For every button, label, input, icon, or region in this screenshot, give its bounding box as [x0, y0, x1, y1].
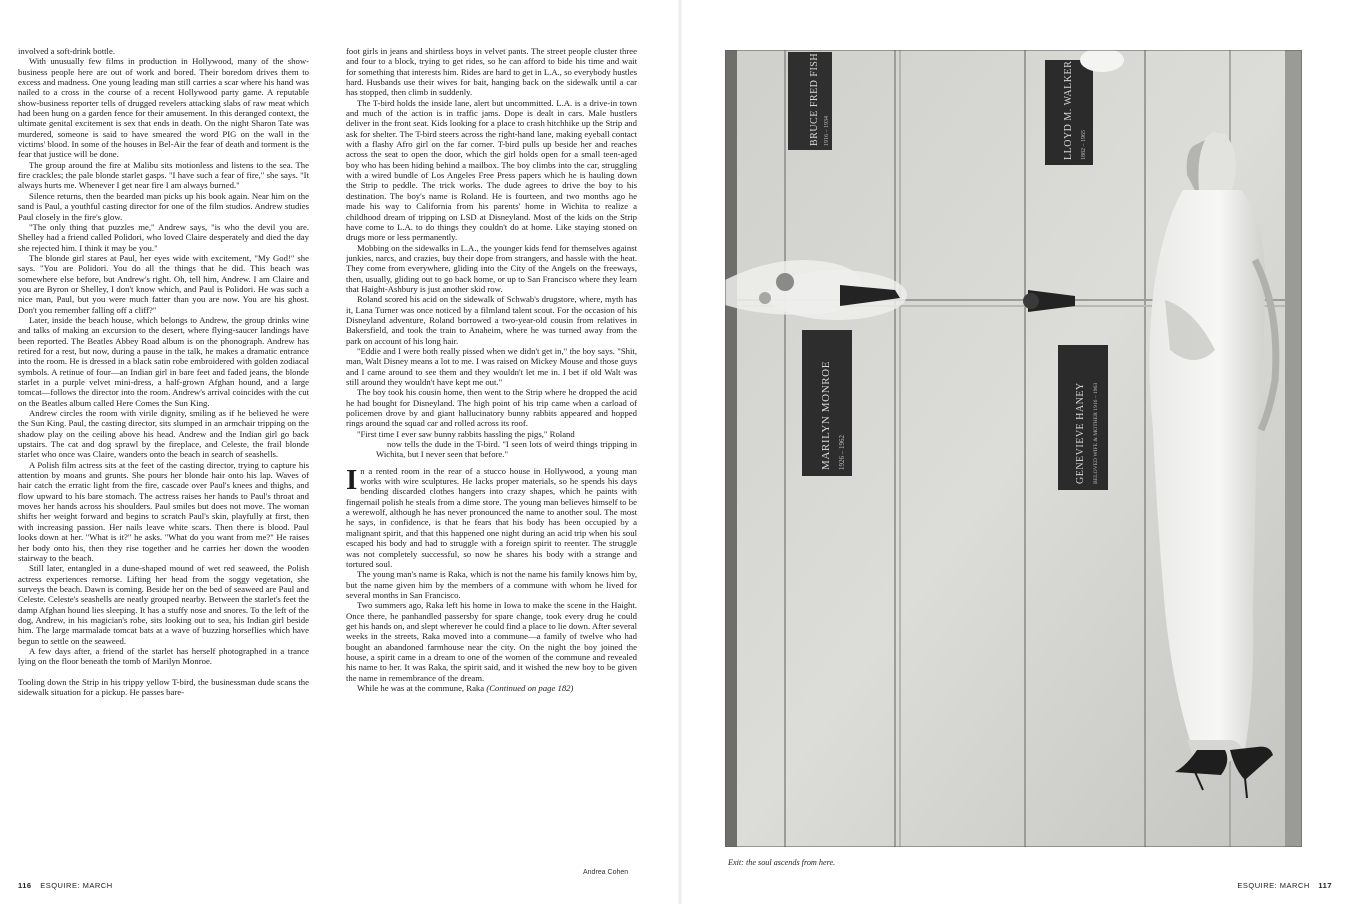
article-paragraph: Later, inside the beach house, which belongs to Andrew, the group drinks wine and talks of making an excursion to the desert, where flying-saucer landings have been reported. The Beatles Abbey Road album is on the phonograph. Andrew has retired for a rest, but now, during a pause in the talk, he makes a dramatic entrance into the room. He is dressed in a black satin robe embroidered with golden zodiacal symbols. A retinue of four—an Indian girl in bare feet and faded jeans, the blonde starlet in a purple velvet mini-dress, a half-grown Afghan hound, and a large tomcat—follows the director into the room. Andrew's arrival coincides with the cut on the Beatles album called Here Comes the Sun King. [18, 314, 309, 408]
article-paragraph: A few days after, a friend of the starlet has herself photographed in a trance lying on the floor beneath the tomb of Marilyn Monroe. [18, 645, 309, 667]
article-paragraph: With unusually few films in production in Hollywood, many of the show-business people here are out of work and bored. Their boredom drives them to excess and madness. One young leading man still carries a scar where his hand was nailed to a cross in the course of a recent Hollywood party game. A reputable show-business reporter tells of drugged revelers attacking slabs of raw meat which had been hung on a garden fence for their amusement. In this deranged context, the ultimate genital excitement is sex that ends in death. On the night Sharon Tate was murdered, someone is said to have smeared the word PIG on the wall in the victims' blood. In some of the houses in Bel-Air the fear of death and torment is the fear that justice will be done. [18, 56, 309, 160]
article-paragraph: "The only thing that puzzles me," Andrew says, "is who the devil you are. Shelley had a friend called Polidori, who loved Claire desperately and died the day she rejected him. I think it may be you." [18, 221, 309, 253]
article-paragraph: A Polish film actress sits at the feet of the casting director, trying to capture his attention by moans and grunts. She pours her blonde hair onto his lap. Waves of hair catch the erratic light from the fire, cascade over Paul's knees and thighs, and flow upward to his bare stomach. The actress raises her hands to Paul's throat and moves her hands across his shoulders. Paul smiles but does not move. The woman shifts her weight forward and begins to scratch Paul's skin, playfully at first, then with increasing passion. Her nails leave white scars. Then there is blood. Paul looks down at her. "What is it?" he asks. "What do you want from me?" He raises her body onto his, then they rise together and he carries her down the wooden stairway to the beach. [18, 459, 309, 563]
article-paragraph: The blonde girl stares at Paul, her eyes wide with excitement, "My God!" she says. "You are Polidori. You do all the things that he did. This beach was somewhere else before, but Andrew's right. Oh, tell him, Andrew. I am Claire and you are Byron or Shelley, I don't know which, and Paul is Polidori. He was such a nice man, Paul, but you were much fatter than you are now. You are his ghost. Don't you remember falling off a cliff?" [18, 252, 309, 315]
plaque-lloyd-walker [1045, 60, 1093, 165]
plaque-bruce-fish [788, 52, 832, 150]
plaque-name-text: LLOYD M. WALKER [1063, 60, 1074, 160]
column-2-top-text [346, 46, 637, 429]
folio-right [1237, 881, 1332, 890]
article-paragraph: Tooling down the Strip in his trippy yellow T-bird, the businessman dude scans the sidewalk situation for a pickup. He passes bare- [18, 676, 309, 697]
last-paragraph [346, 683, 637, 693]
article-paragraph: Two summers ago, Raka left his home in Iowa to make the scene in the Haight. Once there, he panhandled passersby for spare change, took every drug he could get his hands on, and slept wherever he could find a place to lie down. After several weeks in the streets, Raka moved into a commune—a family of twelve who had bought an abandoned farmhouse near the city. On the night the boy joined the house, a spirit came in a dream to one of the women of the commune and revealed his name to her. It was Raka, the spirit said, and it wished the new boy to be given the name in remembrance of the dream. [346, 600, 637, 683]
article-column-2 [346, 46, 637, 846]
article-paragraph: Silence returns, then the bearded man picks up his book again. Near him on the sand is Paul, a youthful casting director for one of the film studios. Andrew studies Paul closely in the fire's glow. [18, 190, 309, 222]
article-paragraph: The group around the fire at Malibu sits motionless and listens to the sea. The fire crackles; the pale blonde starlet gasps. "I have such a fear of fire," she says. "It always hurts me. Whenever I get near fire I am always burned." [18, 159, 309, 191]
tomb-photograph [725, 50, 1302, 847]
magazine-name-right: ESQUIRE: MARCH [1237, 881, 1310, 890]
article-paragraph: Mobbing on the sidewalks in L.A., the younger kids fend for themselves against junkies, narcs, and crazies, buy their dope from strangers, and hassle with the heat. They come from everywhere, gliding into the City of the Angels on the freeways, then, usually, gliding out to go back home, or up to San Francisco where they learn that Haight-Ashbury is just another skid row. [346, 242, 637, 294]
photo-credit: Andrea Cohen [583, 869, 629, 876]
last-line-text: While he was at the commune, Raka [357, 682, 487, 693]
plaque-name-text: MARILYN MONROE [820, 360, 832, 470]
page-number-right: 117 [1318, 881, 1332, 890]
folio-left [18, 881, 113, 890]
plaque-marilyn-monroe [802, 330, 852, 476]
article-paragraph: Andrew circles the room with virile dignity, smiling as if he believed he were the Sun King. Paul, the casting director, sits slumped in an armchair tripping on the shadow play on the ceiling above his head. Andrew and the Indian girl go back upstairs. The cat and dog sprawl by the fireplace, and Celeste, the frail blonde starlet who once was Claire, wanders onto the beach in search of seashells. [18, 408, 309, 460]
article-paragraph: foot girls in jeans and shirtless boys in velvet pants. The street people cluster three and four to a block, trying to get rides, so he can afford to bide his time and wait for something that interests him. Rides are hard to get in L.A., so everybody hustles hard. Husbands use their wives for bait, hanging back on the sidewalk until a car has stopped, then climb in suddenly. [346, 46, 637, 98]
article-paragraph: The boy took his cousin home, then went to the Strip where he dropped the acid he had bought for Disneyland. The high point of his trip came when a carload of policemen drove by and giant hallucinatory bunny rabbits appeared and hopped rings around the squad car and rolled across its roof. [346, 387, 637, 429]
plaque-dates-text: 1882 – 1965 [1081, 130, 1087, 160]
article-paragraph: involved a soft-drink bottle. [18, 46, 115, 56]
article-paragraph: Still later, entangled in a dune-shaped mound of wet red seaweed, the Polish actress experiences remorse. Lifting her head from the soggy vegetation, she surveys the beach. Dawn is coming. Beside her on the bed of seaweed are Paul and Celeste. Celeste's seashells are neatly grouped nearby. Between the starlet's feet the damp Afghan hound lies sleeping. It has a stuffy nose and snores. To the left of the dog, Andrew, in his magician's robe, sits looking out to sea, his Indian girl beside him. The large marmalade tomcat bats at a wave of buzzing horseflies which have begun to settle on the seaweed. [18, 563, 309, 646]
continued-notice: (Continued on page 182) [486, 682, 574, 693]
plaque-dates-text: BELOVED WIFE & MOTHER 1916 – 1963 [1093, 382, 1099, 484]
article-paragraph: The T-bird holds the inside lane, alert but uncommitted. L.A. is a drive-in town and much of the action is in traffic jams. Dope is dealt in cars. Male hustlers deliver in the front seat. Kids looking for a place to crash hitchhike up the Strip and ask for shelter. The T-bird steers across the right-hand lane, making eyeball contact with a flashy Afro girl on the far corner. T-bird pulls up beside her and reaches across the seat to open the door, which the girl holds open for a small teen-aged boy who has been hiding behind a mailbox. The boy climbs into the car, struggling with a wired bundle of Los Angeles Free Press papers which he is hauling down the Strip to peddle. The trick works. The dude agrees to drive the boy to his destination. The boy's name is Roland. He is fourteen, and two months ago he made his way to California from his parents' home in Wichita to realize a childhood dream of tripping on LSD at Disneyland. Most of the kids on the Strip have come to L.A. to do things they couldn't do at home. Like staying stoned on drugs more or less permanently. [346, 97, 637, 243]
section-opening-text: n a rented room in the rear of a stucco house in Hollywood, a young man works with wire sculptures. He lacks proper materials, so he spends his days bending discarded clothes hangers into crazy shapes, which he paints with fingernail polish he steals from a dime store. The young man believes himself to be a werewolf, although he has never pronounced the name to another soul. The most he says, in confidence, is that he fears that his body has been occupied by a malignant spirit, and that this happened one night during an acid trip when his soul escaped his body and had to struggle with a foreign spirit to reenter. The struggle was not completely successful, so now he shares his body with a strange and tortured soul. [346, 465, 637, 569]
plaque-genevieve-haney [1058, 345, 1108, 490]
pull-quote-first-line: "First time I ever saw bunny rabbits hassling the pigs," Roland [357, 428, 575, 439]
section-opening-paragraph [346, 463, 637, 569]
article-paragraph: Roland scored his acid on the sidewalk of Schwab's drugstore, where, myth has it, Lana Turner was once noticed by a filmland talent scout. For the occasion of his Disneyland adventure, Roland borrowed a two-year-old cousin from relatives in Bakersfield, and took the train to Anaheim, where he was turned away from the park on account of his long hair. [346, 294, 637, 346]
plaque-dates-text: 1916 – 1934 [824, 116, 830, 146]
pull-quote-rest: now tells the dude in the T-bird. "I seen lots of weird things tripping in Wichita, but I never seen that before." [376, 439, 637, 460]
page-number-left: 116 [18, 881, 32, 890]
plaque-name-text: BRUCE FRED FISH [809, 52, 820, 146]
article-paragraph: "Eddie and I were both really pissed when we didn't get in," the boy says. "Shit, man, Walt Disney means a lot to me. I was raised on Mickey Mouse and those guys and I came around to see them and they wouldn't let me in. I bet if old Walt was still around they wouldn't have kept me out." [346, 345, 637, 387]
article-paragraph: The young man's name is Raka, which is not the name his family knows him by, but the name given him by the members of a commune with whom he lived for several months in San Francisco. [346, 569, 637, 600]
photo-caption: Exit: the soul ascends from here. [728, 858, 836, 867]
magazine-name-left: ESQUIRE: MARCH [40, 881, 113, 890]
right-page [680, 0, 1360, 904]
plaque-name-text: GENEVIEVE HANEY [1075, 382, 1086, 484]
plaque-dates-text: 1926 – 1962 [838, 435, 846, 470]
photo-illustration [725, 50, 1302, 847]
drop-cap: I [346, 463, 358, 496]
article-column-1 [18, 46, 309, 846]
column-2-bottom-text [346, 569, 637, 683]
